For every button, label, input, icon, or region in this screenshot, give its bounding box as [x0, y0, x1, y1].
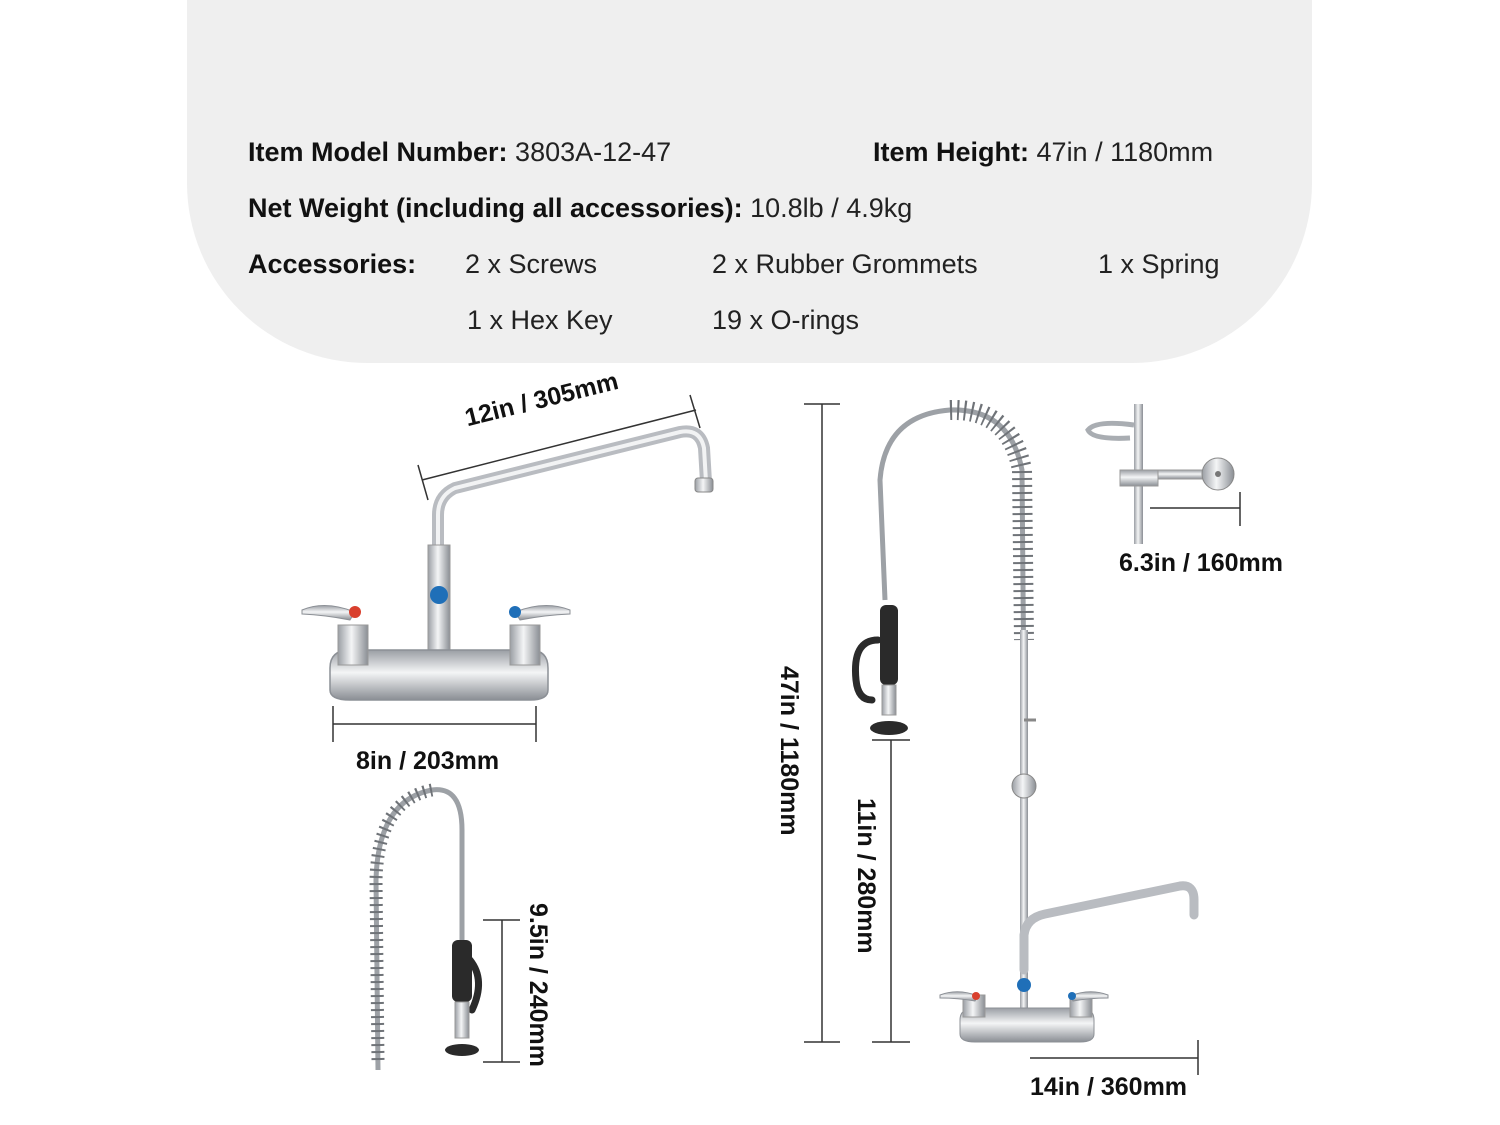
bracket-length-label: 6.3in / 160mm: [1119, 549, 1283, 577]
accessories-label: Accessories:: [248, 249, 417, 279]
model-number-label: Item Model Number:: [248, 137, 508, 167]
model-number-value: 3803A-12-47: [515, 137, 672, 167]
item-height-label: Item Height:: [873, 137, 1030, 167]
spray-height-label: 11in / 280mm: [852, 798, 880, 954]
base-width-label: 14in / 360mm: [1030, 1073, 1188, 1101]
accessory-screws: 2 x Screws: [465, 249, 598, 279]
spout-length-label: 12in / 305mm: [462, 367, 622, 433]
net-weight-label: Net Weight (including all accessories):: [248, 193, 743, 223]
sprayer-drawing: [376, 790, 520, 1070]
accessory-spring: 1 x Spring: [1098, 249, 1220, 279]
wall-bracket-drawing: [1088, 404, 1240, 544]
total-height-label: 47in / 1180mm: [775, 666, 803, 836]
net-weight-value: 10.8lb / 4.9kg: [750, 193, 913, 223]
accessory-hex-key: 1 x Hex Key: [467, 305, 613, 335]
sprayer-length-label: 9.5in / 240mm: [524, 903, 552, 1067]
item-height-value: 47in / 1180mm: [1036, 137, 1214, 167]
accessory-o-rings: 19 x O-rings: [712, 305, 860, 335]
faucet-width-label: 8in / 203mm: [356, 747, 500, 775]
wall-faucet-drawing: [302, 395, 713, 742]
accessory-grommets: 2 x Rubber Grommets: [712, 249, 978, 279]
